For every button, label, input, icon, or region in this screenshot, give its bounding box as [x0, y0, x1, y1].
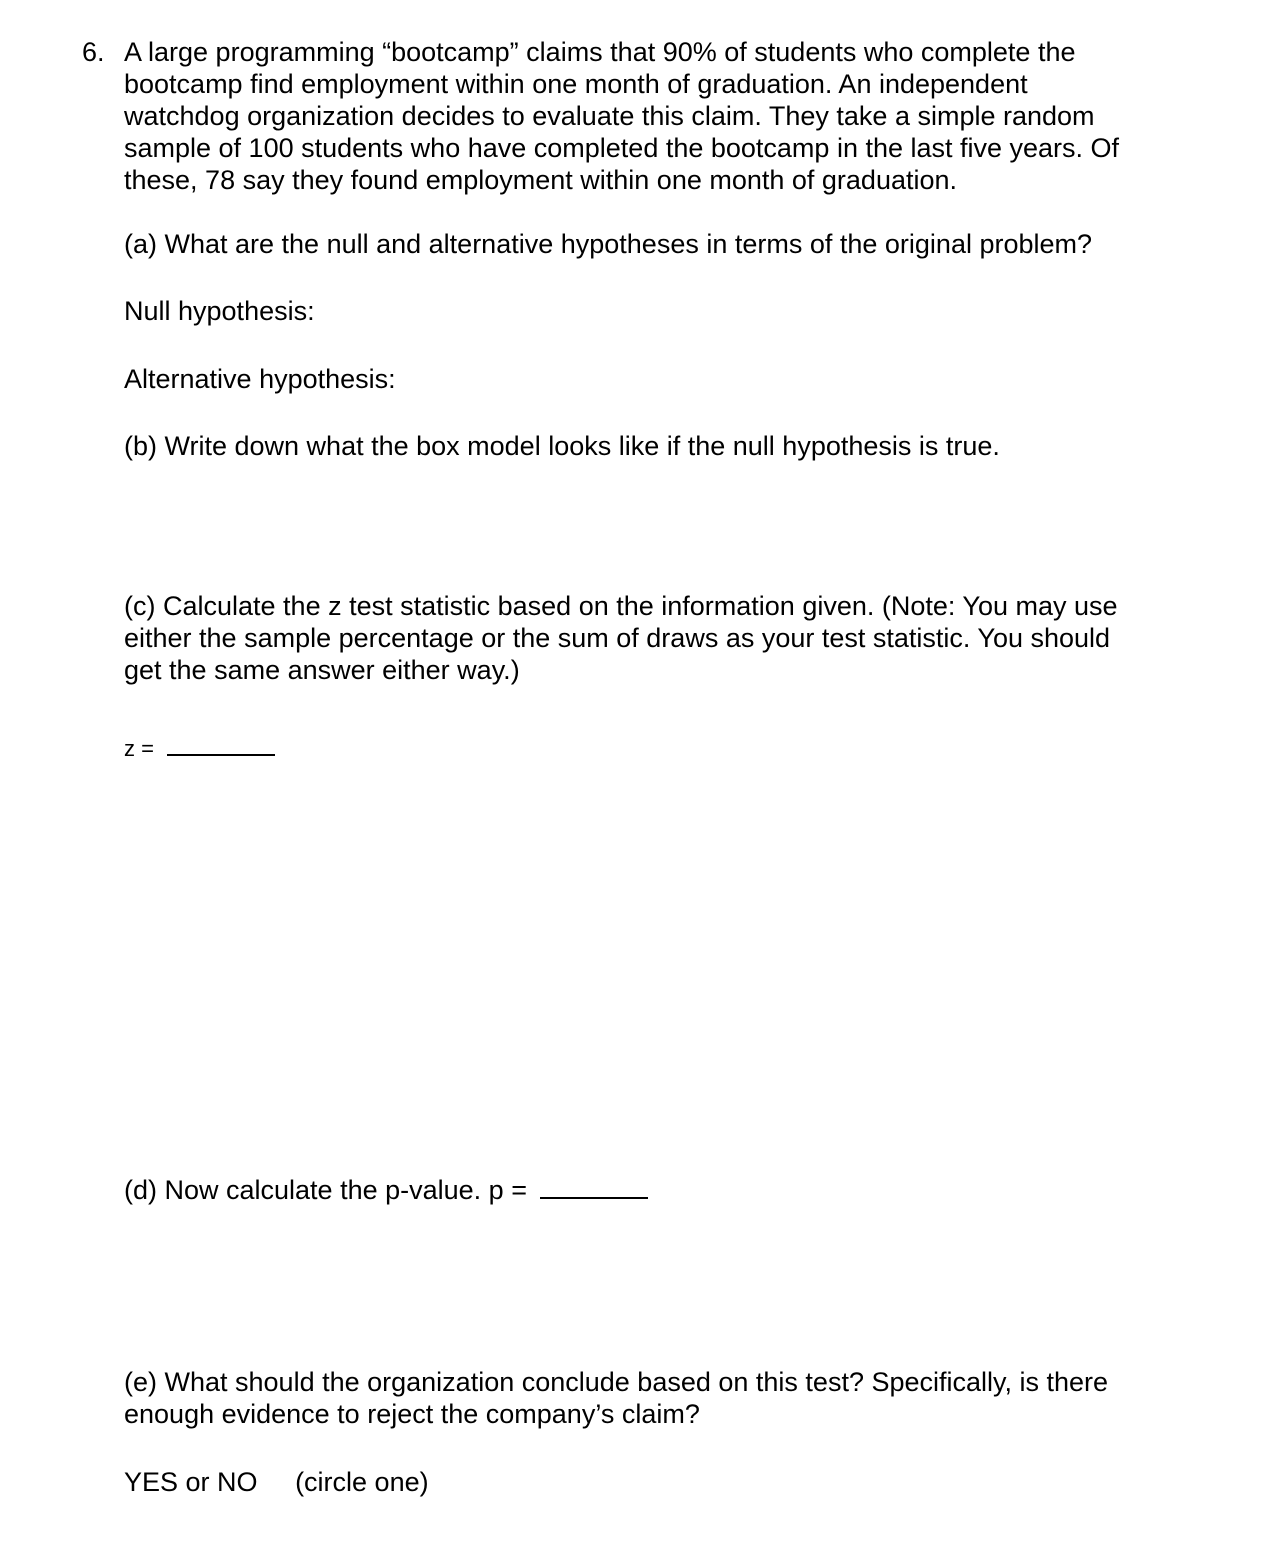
part-d-prompt: (d) Now calculate the p-value. p = [124, 1175, 527, 1205]
p-value-answer-blank[interactable] [540, 1175, 648, 1199]
stem-line-2: bootcamp find employment within one month of graduation. An independent [124, 69, 1028, 99]
part-e-line-2: enough evidence to reject the company’s claim? [124, 1399, 700, 1429]
part-c-line-2: either the sample percentage or the sum of draws as your test statistic. You should [124, 623, 1111, 653]
part-c-line-3: get the same answer either way.) [124, 655, 520, 685]
yes-no-choice [124, 1466, 429, 1498]
z-answer-row [124, 731, 275, 765]
part-d-row [124, 1174, 648, 1206]
stem-line-4: sample of 100 students who have completed the bootcamp in the last five years. Of [124, 133, 1120, 163]
stem-line-1: A large programming “bootcamp” claims that 90% of students who complete the [124, 37, 1076, 67]
stem-line-5: these, 78 say they found employment within one month of graduation. [124, 165, 958, 195]
alternative-hypothesis-label: Alternative hypothesis: [124, 364, 396, 394]
part-e-prompt [124, 1366, 1234, 1430]
part-b-prompt: (b) Write down what the box model looks like if the null hypothesis is true. [124, 431, 1000, 461]
stem-line-3: watchdog organization decides to evaluate this claim. They take a simple random [124, 101, 1095, 131]
yes-or-no-text[interactable]: YES or NO [124, 1467, 258, 1497]
part-e-line-1: (e) What should the organization conclude based on this test? Specifically, is there [124, 1367, 1109, 1397]
circle-one-instruction: (circle one) [295, 1467, 429, 1497]
part-c-line-1: (c) Calculate the z test statistic based on the information given. (Note: You may use [124, 591, 1118, 621]
question-stem [124, 36, 1234, 196]
part-c-prompt [124, 590, 1234, 686]
part-a-prompt: (a) What are the null and alternative hypotheses in terms of the original problem? [124, 229, 1093, 259]
null-hypothesis-label: Null hypothesis: [124, 296, 315, 326]
z-answer-blank[interactable] [167, 732, 275, 756]
z-label: z = [124, 736, 154, 761]
question-number: 6. [82, 37, 105, 67]
